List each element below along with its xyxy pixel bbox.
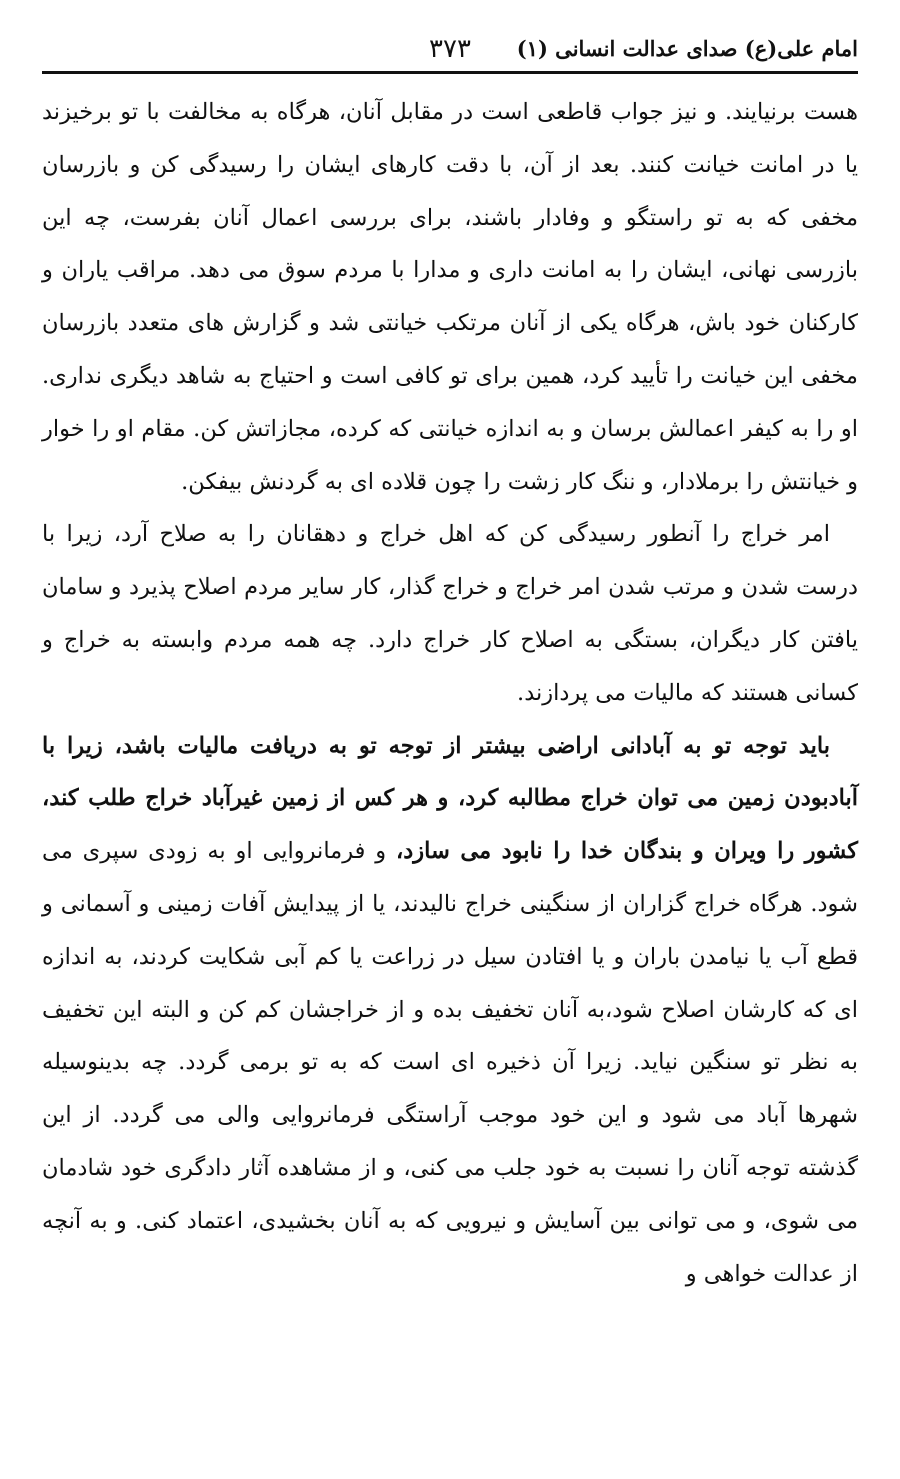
paragraph-2 (42, 508, 858, 719)
page-body (42, 86, 858, 1300)
paragraph-1-text: هست برنیایند. و نیز جواب قاطعی است در مقابل آنان، هرگاه به مخالفت با تو برخیزند یا در امانت خیانت کنند. بعد از آن، با دقت کارهای ایشان را رسیدگی کن و بازرسان مخفی که به تو راستگو و وفادار باشند، برای بررسی اعمال آنان بفرست، چه این بازرسی نهانی، ایشان را به امانت داری و مدارا با مردم سوق می دهد. مراقب یاران و کارکنان خود باش، هرگاه یکی از آنان مرتکب خیانتی شد و گزارش های متعدد بازرسان مخفی این خیانت را تأیید کرد، همین برای تو کافی است و احتیاج به شاهد دیگری نداری. او را به کیفر اعمالش برسان و به اندازه خیانتی که کرده، مجازاتش کن. مقام او را خوار و خیانتش را برملادار، و ننگ کار زشت را چون قلاده ای به گردنش بیفکن. (42, 99, 858, 495)
paragraph-3-text: و فرمانروایی او به زودی سپری می شود. هرگاه خراج گزاران از سنگینی خراج نالیدند، یا از پیدایش آفات زمینی و آسمانی و قطع آب یا نیامدن باران و یا افتادن سیل در زراعت یا کم آبی شکایت کردند، به اندازه ای که کارشان اصلاح شود،به آنان تخفیف بده و از خراجشان کم کن و البته این تخفیف به نظر تو سنگین نیاید. زیرا آن ذخیره ای است که به تو برمی گردد. چه بدینوسیله شهرها آباد می شود و این خود موجب آراستگی فرمانروایی والی می گردد. از این گذشته توجه آنان را نسبت به خود جلب می کنی، و از مشاهده آثار دادگری خود شادمان می شوی، و می توانی بین آسایش و نیرویی که به آنان بخشیدی، اعتماد کنی. و به آنچه از عدالت خواهی و (42, 838, 858, 1287)
paragraph-3 (42, 720, 858, 1301)
header-rule (42, 71, 858, 74)
page-number: ۳۷۳ (429, 34, 471, 64)
running-title: امام علی(ع) صدای عدالت انسانی (۱) (516, 36, 858, 61)
paragraph-2-text: امر خراج را آنطور رسیدگی کن که اهل خراج و دهقانان را به صلاح آرد، زیرا با درست شدن و مرتب شدن امر خراج و خراج گذار، کار سایر مردم اصلاح پذیرد و سامان یافتن کار دیگران، بستگی به اصلاح کار خراج دارد. چه همه مردم وابسته به خراج و کسانی هستند که مالیات می پردازند. (42, 521, 858, 706)
page-header (42, 34, 858, 70)
paragraph-1 (42, 86, 858, 508)
paragraph-3-bold-text: باید توجه تو به آبادانی اراضی بیشتر از توجه تو به دریافت مالیات باشد، زیرا با آبادبودن زمین می توان خراج مطالبه کرد، و هر کس از زمین غیرآباد خراج طلب کند، کشور را ویران و بندگان خدا را نابود می سازد، (42, 732, 858, 865)
